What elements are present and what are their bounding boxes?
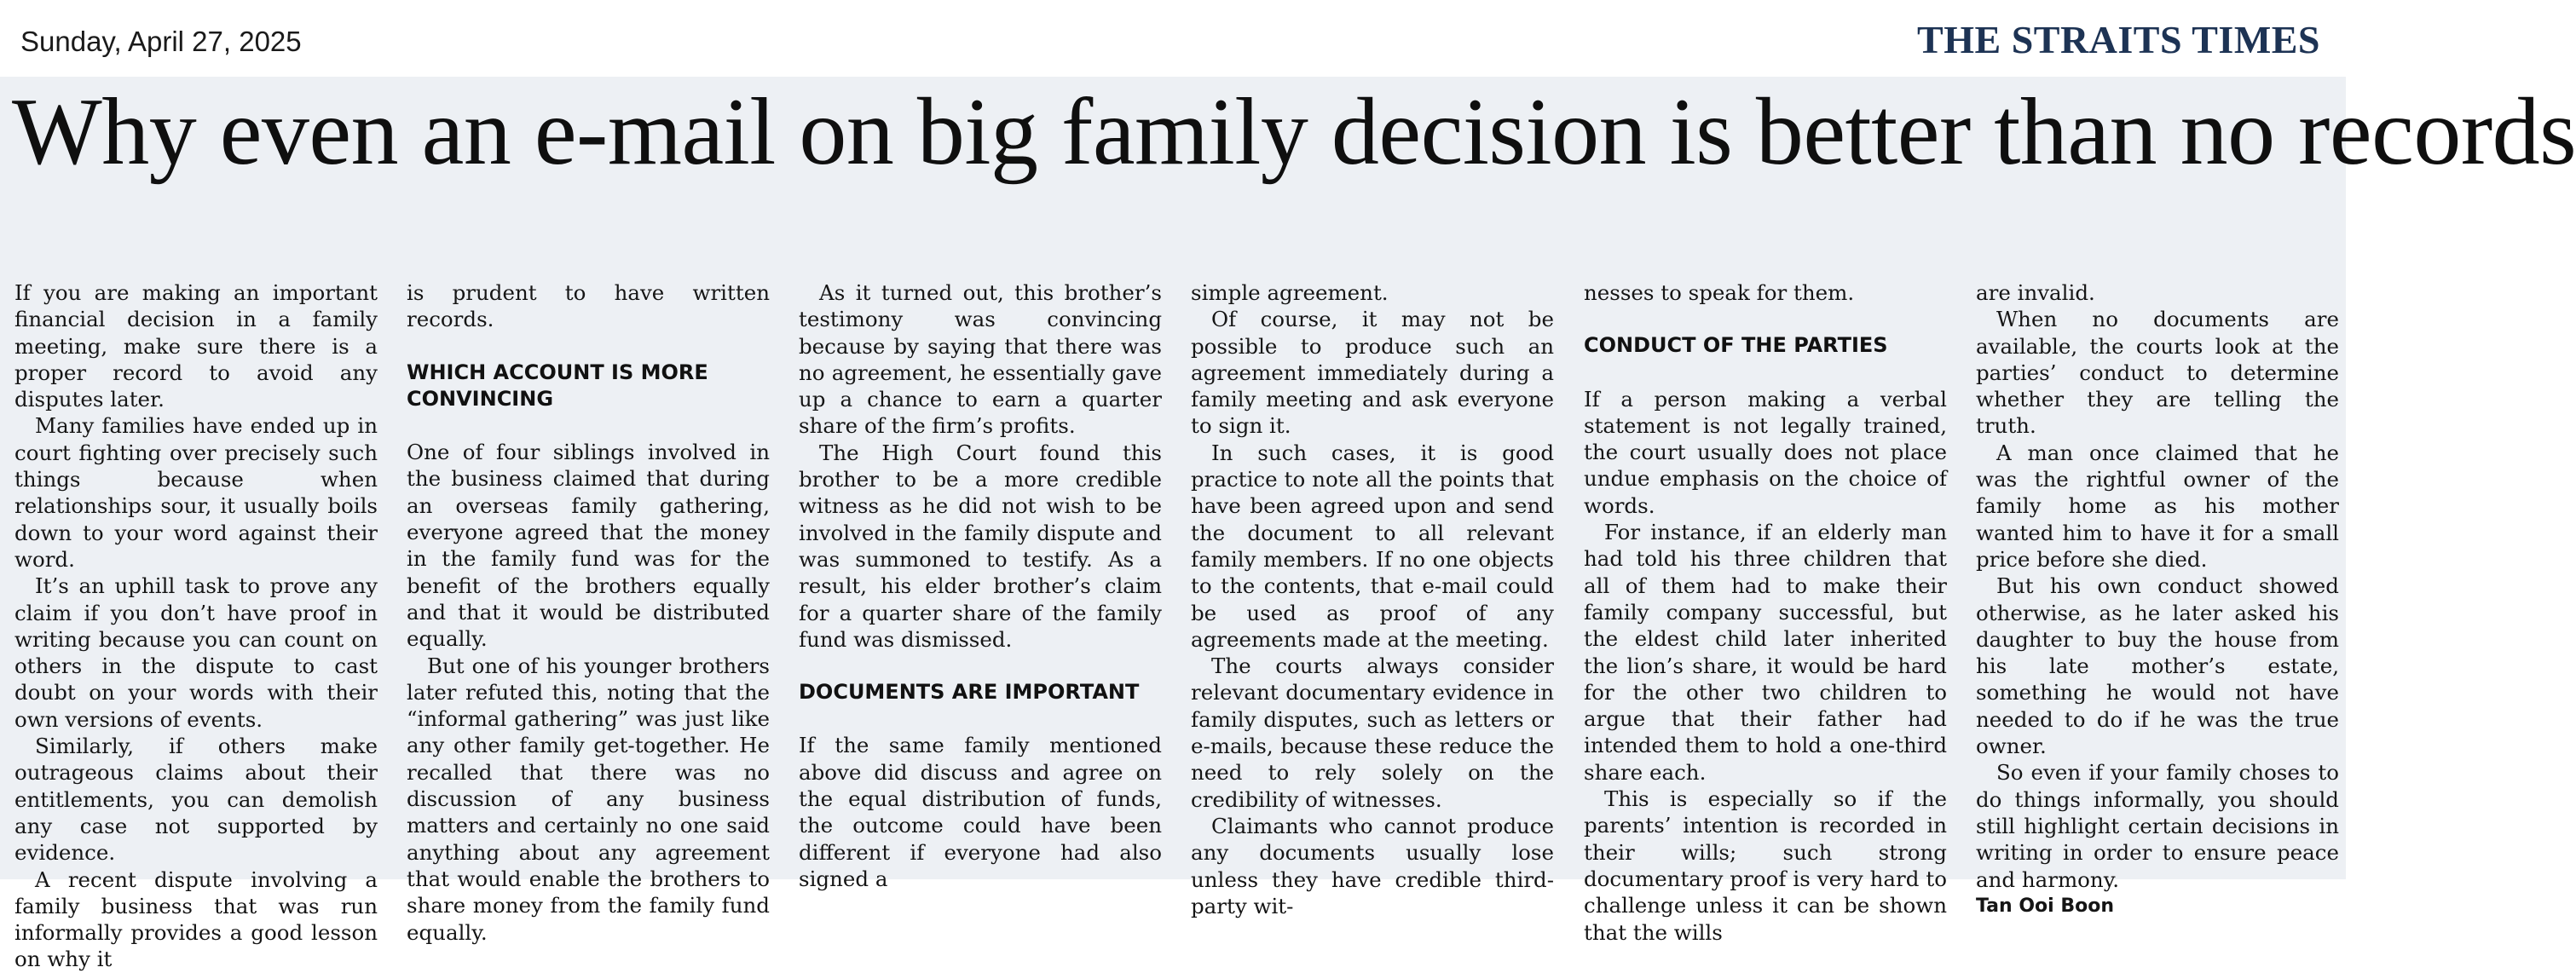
paragraph: nesses to speak for them. [1584, 280, 1855, 305]
section-heading: WHICH ACCOUNT IS MORE CONVINCING [407, 360, 708, 411]
paragraph: The High Court found this brother to be a more credible witness as he did not wish to be involved in the family dispute and was summoned to testify. As a result, his elder brother’s claim for a quarter share of the family fund was dismissed. [799, 440, 1162, 652]
paragraph: The courts always consider relevant documentary evidence in family disputes, such as letters or e-mails, because these reduce the need to rely solely on the credibility of witnesses. [1191, 653, 1554, 812]
paragraph: For instance, if an elderly man had told his three children that all of them had to make their family company successful, but the eldest child later inherited the lion’s share, it would be hard for the other two children to argue that their father had intended them to hold a one-third share each. [1584, 520, 1947, 785]
paragraph: A man once claimed that he was the rightful owner of the family home as his mother wanted him to have it for a small price before she died. [1976, 440, 2339, 572]
paragraph: are invalid. [1976, 280, 2095, 305]
paragraph: Similarly, if others make outrageous claims about their entitlements, you can demolish any case not supported by evidence. [14, 734, 378, 866]
section-heading: CONDUCT OF THE PARTIES [1584, 333, 1888, 358]
article-column-4 [1191, 279, 1554, 918]
section-heading: DOCUMENTS ARE IMPORTANT [799, 680, 1140, 705]
paragraph: Of course, it may not be possible to produce such an agreement immediately during a family meeting and ask everyone to sign it. [1191, 307, 1554, 439]
article-column-6 [1976, 279, 2339, 917]
paragraph: is prudent to have written records. [407, 280, 770, 332]
paragraph: When no documents are available, the courts look at the parties’ conduct to determine whether they are telling the truth. [1976, 307, 2339, 439]
paragraph: It’s an uphill task to prove any claim if you don’t have proof in writing because you can count on others in the dispute to cast doubt on your words with their own versions of events. [14, 573, 378, 732]
article-column-3 [799, 279, 1162, 891]
paragraph: This is especially so if the parents’ intention is recorded in their wills; such strong documentary proof is very hard to challenge unless it can be shown that the wills [1584, 786, 1947, 945]
paragraph: As it turned out, this brother’s testimony was convincing because by saying that there was no agreement, he essentially gave up a chance to earn a quarter share of the firm’s profits. [799, 280, 1162, 439]
article-column-2 [407, 279, 770, 945]
top-bar [0, 0, 2346, 77]
paragraph: But one of his younger brothers later refuted this, noting that the “informal gathering” was just like any other family get-together. He recalled that there was no discussion of any business matters and certainly no one said anything about any agreement that would enable the brothers to share money from the family fund equally. [407, 653, 770, 945]
publication-date: Sunday, April 27, 2025 [20, 26, 302, 57]
paragraph: But his own conduct showed otherwise, as he later asked his daughter to buy the house from his late mother’s estate, something he would not have needed to do if he was the true owner. [1976, 573, 2339, 759]
paragraph: If a person making a verbal statement is not legally trained, the court usually does not place undue emphasis on the choice of words. [1584, 386, 1947, 518]
paragraph: If you are making an important financial decision in a family meeting, make sure there is a proper record to avoid any disputes later. [14, 280, 378, 412]
article-page [0, 77, 2576, 972]
author-byline: Tan Ooi Boon [1976, 895, 2115, 917]
paragraph: Claimants who cannot produce any documents usually lose unless they have credible third-party wit- [1191, 813, 1554, 918]
newspaper-masthead[interactable]: THE STRAITS TIMES [1917, 18, 2320, 61]
paragraph: If the same family mentioned above did discuss and agree on the equal distribution of funds, the outcome could have been different if everyone had also signed a [799, 733, 1162, 891]
paragraph: So even if your family choses to do things informally, you should still highlight certain decisions in writing in order to ensure peace and harmony. [1976, 760, 2339, 892]
paragraph: One of four siblings involved in the business claimed that during an overseas family gathering, everyone agreed that the money in the family fund was for the benefit of the brothers equally and that it would be distributed equally. [407, 440, 770, 652]
paragraph: Many families have ended up in court fighting over precisely such things because when relationships sour, it usually boils down to your word against their word. [14, 413, 378, 572]
article-headline: Why even an e-mail on big family decision is better than no records [12, 79, 2576, 185]
article-column-5 [1584, 279, 1947, 945]
article-column-1 [14, 279, 378, 972]
paragraph: simple agreement. [1191, 280, 1389, 305]
paragraph: A recent dispute involving a family business that was run informally provides a good lesson on why it [14, 866, 378, 972]
paragraph: In such cases, it is good practice to note all the points that have been agreed upon and send the document to all relevant family members. If no one objects to the contents, that e-mail could be used as proof of any agreements made at the meeting. [1191, 440, 1554, 652]
